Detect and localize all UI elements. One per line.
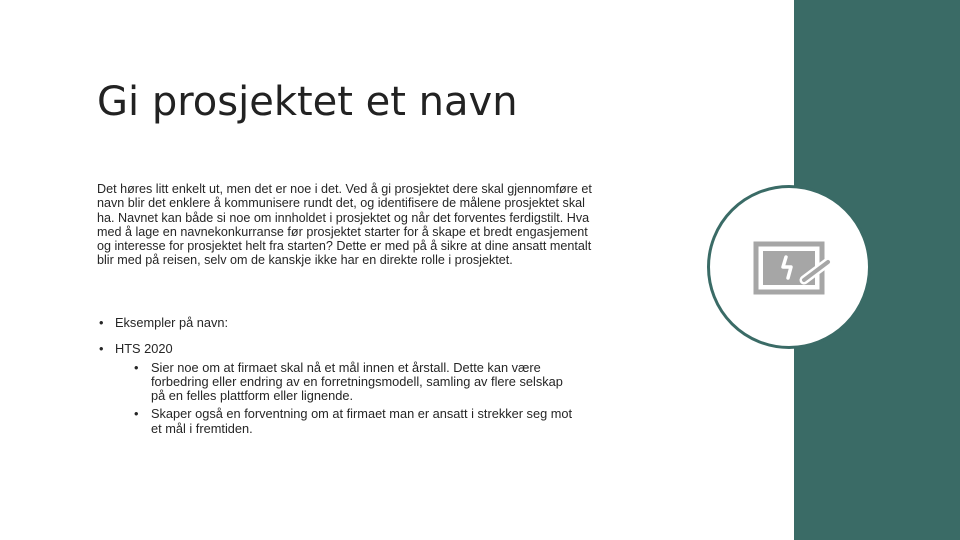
slide-title: Gi prosjektet et navn xyxy=(97,79,518,125)
sub-list-item xyxy=(133,407,576,436)
bullet-marker: • xyxy=(134,359,139,375)
sub-bullet-text: Skaper også en forventning om at firmaet man er ansatt i strekker seg mot et mål i fremtiden. xyxy=(151,406,573,436)
list-item xyxy=(97,316,597,330)
list-item xyxy=(97,342,597,356)
sub-bullet-text: Sier noe om at firmaet skal nå et mål innen et årstall. Dette kan være forbedring eller endring av en forretningsmodell, samling av flere selskap på en felles plattform eller lignende. xyxy=(151,359,563,404)
bullet-text: Eksempler på navn: xyxy=(115,315,229,330)
bullet-marker: • xyxy=(99,315,104,330)
intro-paragraph: Det høres litt enkelt ut, men det er noe i det. Ved å gi prosjektet dere skal gjennomføre et navn blir det enklere å kommunisere rundt det, og identifisere de målene prosjektet skal ha. Navnet kan både si noe om innholdet i prosjektet og når det forventes ferdigstilt. Hva med å lage en navnekonkurranse før prosjektet starter for å skape et bredt engasjement og interesse for prosjektet helt fra starten? Dette er med på å sikre at dine ansatt mentalt blir med på reisen, selv om de kanskje ikke har en direkte rolle i prosjektet. xyxy=(97,182,592,268)
bullet-list xyxy=(97,316,597,440)
signature-board-icon xyxy=(752,240,832,296)
bullet-text: HTS 2020 xyxy=(115,341,173,357)
sub-list-item xyxy=(133,361,576,404)
bullet-marker: • xyxy=(99,341,104,357)
bullet-marker: • xyxy=(134,406,139,422)
icon-badge xyxy=(707,185,871,349)
sub-bullet-list xyxy=(97,361,597,436)
